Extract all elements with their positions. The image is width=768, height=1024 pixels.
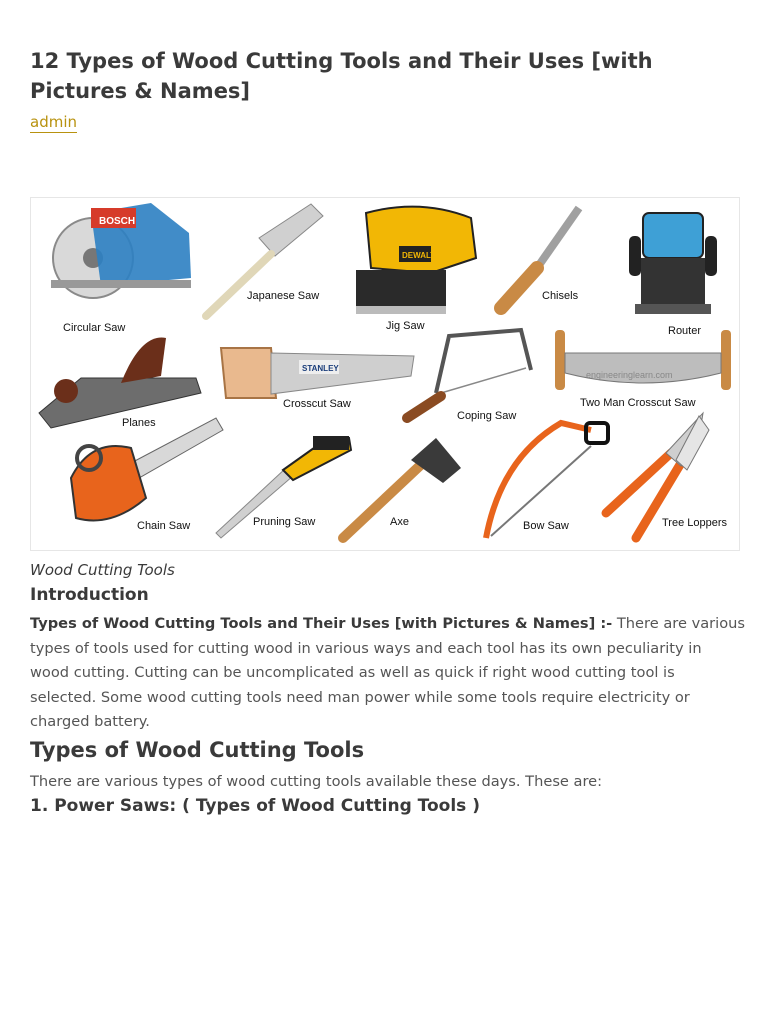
power-saws-heading: 1. Power Saws: ( Types of Wood Cutting Tools ) [30, 796, 480, 816]
label-jig-saw: Jig Saw [386, 320, 425, 332]
label-crosscut-saw: Crosscut Saw [283, 398, 351, 410]
introduction-lead: Types of Wood Cutting Tools and Their Uses [with Pictures & Names] :- [30, 615, 613, 632]
two-man-saw-icon [555, 330, 731, 390]
label-two-man-crosscut-saw: Two Man Crosscut Saw [580, 397, 696, 409]
label-bow-saw: Bow Saw [523, 520, 569, 532]
introduction-text: There are various types of tools used for cutting wood in various ways and each tool has its own peculiarity in wood cutting. Cutting can be uncomplicated as well as quick if right wood cutting tool is selected. Some wood cutting tools need man power while some tools require electricity or charged battery. [30, 615, 745, 731]
figure-caption: Wood Cutting Tools [30, 561, 175, 579]
label-planes: Planes [122, 417, 156, 429]
label-tree-loppers: Tree Loppers [662, 517, 728, 529]
label-router: Router [668, 325, 702, 337]
label-axe: Axe [390, 516, 409, 528]
chain-saw-icon [71, 418, 223, 521]
svg-text:BOSCH: BOSCH [99, 216, 136, 227]
router-icon [629, 213, 717, 314]
label-circular-saw: Circular Saw [63, 322, 126, 334]
label-chain-saw: Chain Saw [137, 520, 191, 532]
plane-icon [39, 338, 201, 428]
tools-illustration [31, 198, 739, 550]
author-link[interactable]: admin [30, 113, 77, 131]
types-paragraph: There are various types of wood cutting tools available these days. These are: [30, 773, 603, 790]
crosscut-saw-icon [221, 348, 414, 398]
introduction-heading: Introduction [30, 585, 149, 605]
label-chisels: Chisels [542, 290, 579, 302]
label-japanese-saw: Japanese Saw [247, 290, 320, 302]
svg-text:DEWALT: DEWALT [402, 251, 436, 260]
label-coping-saw: Coping Saw [457, 410, 517, 422]
svg-text:engineeringlearn.com: engineeringlearn.com [586, 370, 673, 380]
introduction-paragraph [30, 612, 745, 735]
tools-figure [30, 197, 740, 551]
label-pruning-saw: Pruning Saw [253, 516, 316, 528]
circular-saw-icon [51, 203, 191, 298]
svg-text:STANLEY: STANLEY [302, 364, 339, 373]
article-title: 12 Types of Wood Cutting Tools and Their Uses [with Pictures & Names] [30, 49, 653, 103]
types-heading: Types of Wood Cutting Tools [30, 738, 365, 762]
jig-saw-icon [356, 207, 476, 314]
coping-saw-icon [407, 330, 531, 418]
